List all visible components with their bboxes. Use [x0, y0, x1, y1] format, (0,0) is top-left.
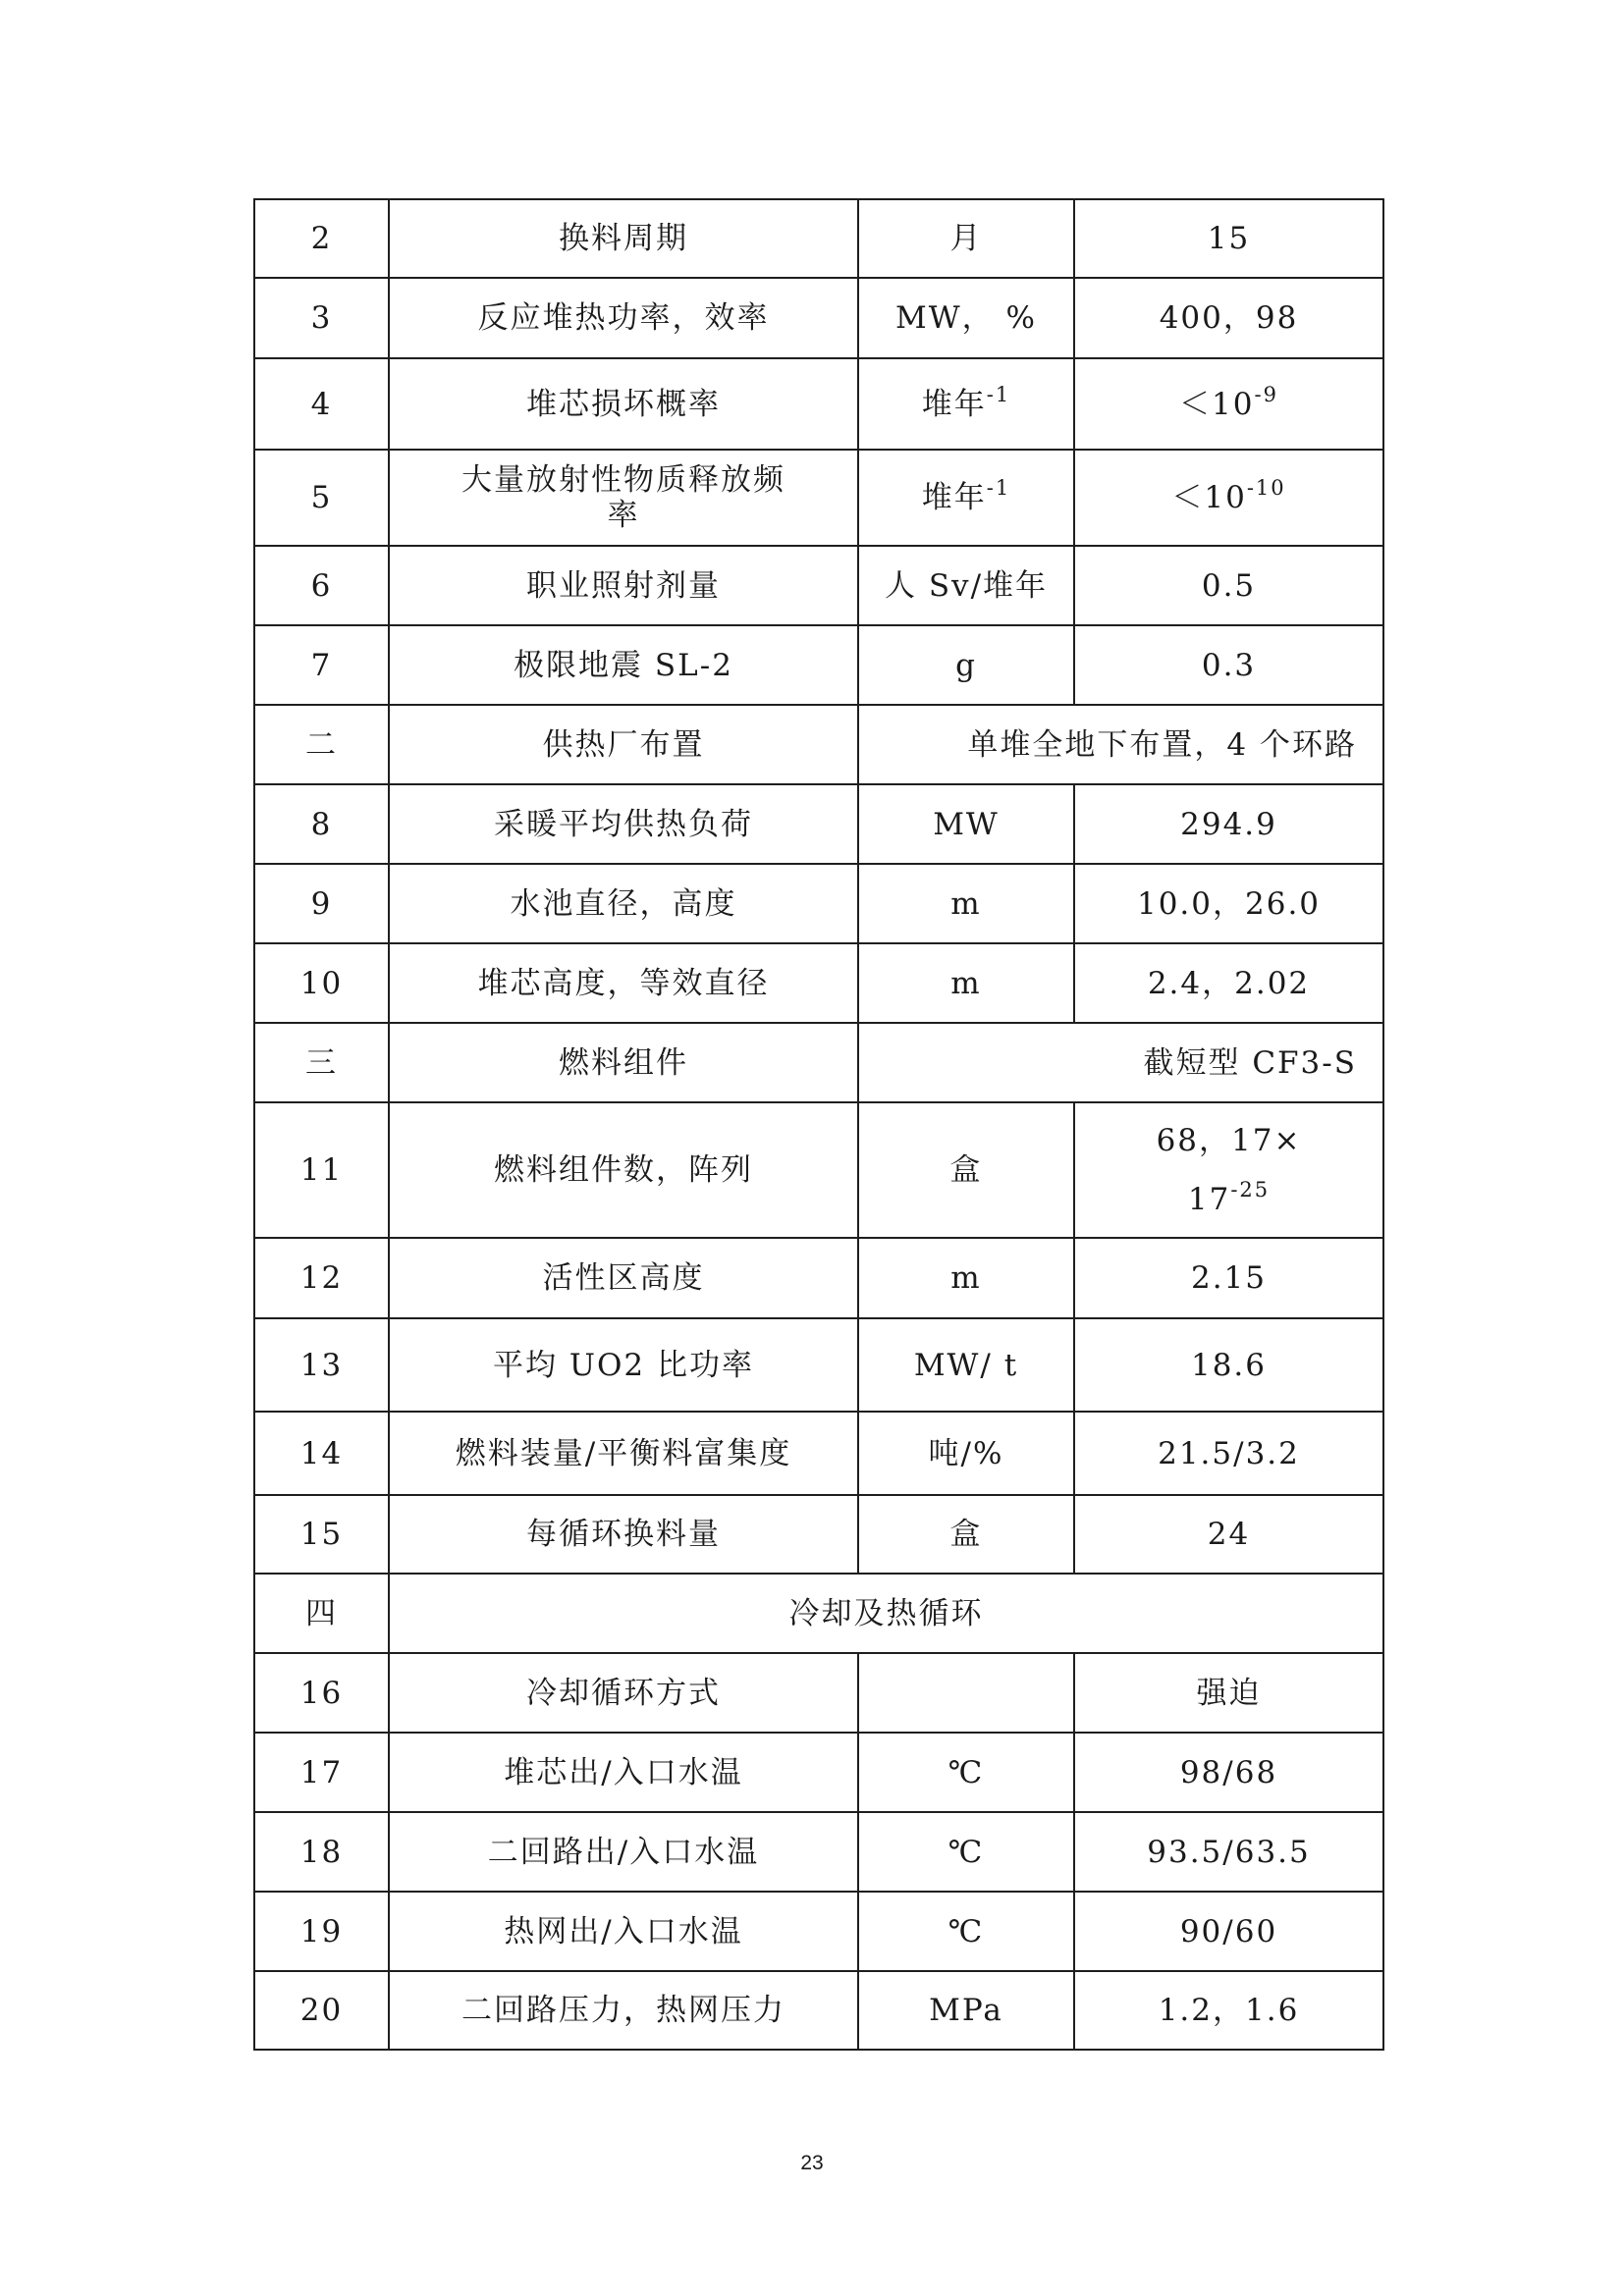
section-number: 三 [254, 1023, 389, 1102]
parameter-value: 2.15 [1074, 1238, 1383, 1318]
parameter-value: 0.5 [1074, 546, 1383, 625]
parameter-unit: 盒 [858, 1102, 1074, 1238]
value-base: 17 [1187, 1182, 1231, 1217]
row-number: 9 [254, 864, 389, 943]
row-number: 13 [254, 1318, 389, 1412]
table-row [254, 450, 1383, 546]
table-row [254, 864, 1383, 943]
parameter-value: 强迫 [1074, 1653, 1383, 1733]
parameter-name: 极限地震 SL-2 [389, 625, 858, 705]
row-number: 14 [254, 1412, 389, 1495]
row-number: 3 [254, 278, 389, 358]
parameter-value: 2.4，2.02 [1074, 943, 1383, 1023]
row-number: 18 [254, 1812, 389, 1892]
parameter-unit [858, 1653, 1074, 1733]
parameter-name: 堆芯出/入口水温 [389, 1733, 858, 1812]
parameter-unit: MPa [858, 1971, 1074, 2050]
parameter-value: 15 [1074, 199, 1383, 278]
parameter-unit: 盒 [858, 1495, 1074, 1574]
table-row [254, 1238, 1383, 1318]
page-number: 23 [800, 2152, 824, 2174]
parameter-value: 10.0，26.0 [1074, 864, 1383, 943]
section-number: 二 [254, 705, 389, 784]
table-row [254, 1318, 1383, 1412]
parameter-unit: 吨/% [858, 1412, 1074, 1495]
parameter-value: 400，98 [1074, 278, 1383, 358]
parameter-unit: MW [858, 784, 1074, 864]
table-row [254, 1412, 1383, 1495]
section-number: 四 [254, 1574, 389, 1653]
reactor-parameter-table [253, 198, 1384, 2051]
parameter-unit: MW， % [858, 278, 1074, 358]
value-base: ＜10 [1179, 386, 1255, 422]
table-row [254, 1102, 1383, 1238]
table-row [254, 1892, 1383, 1971]
value-line: 68，17× [1156, 1123, 1302, 1158]
parameter-name: 二回路压力，热网压力 [389, 1971, 858, 2050]
table-row [254, 1733, 1383, 1812]
table-row [254, 1653, 1383, 1733]
parameter-name: 燃料组件数，阵列 [389, 1102, 858, 1238]
table-row [254, 199, 1383, 278]
row-number: 8 [254, 784, 389, 864]
section-title: 冷却及热循环 [389, 1574, 1383, 1653]
parameter-name: 堆芯高度，等效直径 [389, 943, 858, 1023]
value-base: ＜10 [1171, 480, 1247, 515]
parameter-value: 0.3 [1074, 625, 1383, 705]
parameter-name: 职业照射剂量 [389, 546, 858, 625]
section-name: 燃料组件 [389, 1023, 858, 1102]
parameter-name-line: 率 [607, 498, 640, 533]
table-section-row [254, 1023, 1383, 1102]
parameter-value [1074, 450, 1383, 546]
row-number: 15 [254, 1495, 389, 1574]
value-exponent: -9 [1254, 382, 1278, 406]
row-number: 11 [254, 1102, 389, 1238]
row-number: 17 [254, 1733, 389, 1812]
parameter-value [1074, 358, 1383, 450]
row-number: 7 [254, 625, 389, 705]
parameter-name: 采暖平均供热负荷 [389, 784, 858, 864]
value-exponent: -25 [1230, 1178, 1271, 1201]
table-row [254, 784, 1383, 864]
parameter-value: 24 [1074, 1495, 1383, 1574]
parameter-value: 98/68 [1074, 1733, 1383, 1812]
parameter-name: 热网出/入口水温 [389, 1892, 858, 1971]
parameter-value: 18.6 [1074, 1318, 1383, 1412]
table-section-row [254, 1574, 1383, 1653]
table-row [254, 1971, 1383, 2050]
parameter-name: 冷却循环方式 [389, 1653, 858, 1733]
parameter-unit: 人 Sv/堆年 [858, 546, 1074, 625]
table-row [254, 546, 1383, 625]
value-exponent: -10 [1246, 476, 1286, 500]
parameter-value: 93.5/63.5 [1074, 1812, 1383, 1892]
parameter-unit: ℃ [858, 1733, 1074, 1812]
row-number: 5 [254, 450, 389, 546]
unit-base: 堆年 [921, 386, 987, 422]
table-row [254, 1495, 1383, 1574]
parameter-name: 二回路出/入口水温 [389, 1812, 858, 1892]
parameter-name: 平均 UO2 比功率 [389, 1318, 858, 1412]
parameter-unit: ℃ [858, 1892, 1074, 1971]
parameter-unit [858, 450, 1074, 546]
section-description: 截短型 CF3-S [858, 1023, 1383, 1102]
parameter-name-line: 大量放射性物质释放频 [461, 462, 785, 498]
parameter-unit: m [858, 1238, 1074, 1318]
parameter-unit: ℃ [858, 1812, 1074, 1892]
parameter-name: 水池直径，高度 [389, 864, 858, 943]
parameter-value: 294.9 [1074, 784, 1383, 864]
parameter-unit [858, 358, 1074, 450]
table-row [254, 1812, 1383, 1892]
parameter-unit: m [858, 943, 1074, 1023]
parameter-name: 堆芯损坏概率 [389, 358, 858, 450]
parameter-value: 21.5/3.2 [1074, 1412, 1383, 1495]
table-section-row [254, 705, 1383, 784]
row-number: 10 [254, 943, 389, 1023]
unit-exponent: -1 [986, 476, 1011, 500]
parameter-unit: 月 [858, 199, 1074, 278]
row-number: 4 [254, 358, 389, 450]
value-line [1081, 1170, 1377, 1229]
parameter-value [1074, 1102, 1383, 1238]
row-number: 12 [254, 1238, 389, 1318]
row-number: 6 [254, 546, 389, 625]
parameter-name: 活性区高度 [389, 1238, 858, 1318]
table-row [254, 278, 1383, 358]
parameter-unit: g [858, 625, 1074, 705]
row-number: 16 [254, 1653, 389, 1733]
section-name: 供热厂布置 [389, 705, 858, 784]
parameter-name: 换料周期 [389, 199, 858, 278]
parameter-name: 每循环换料量 [389, 1495, 858, 1574]
row-number: 19 [254, 1892, 389, 1971]
unit-base: 堆年 [921, 480, 987, 515]
parameter-name: 反应堆热功率，效率 [389, 278, 858, 358]
row-number: 2 [254, 199, 389, 278]
unit-exponent: -1 [986, 382, 1011, 406]
parameter-value: 90/60 [1074, 1892, 1383, 1971]
table-row [254, 358, 1383, 450]
parameter-unit: m [858, 864, 1074, 943]
parameter-unit: MW/ t [858, 1318, 1074, 1412]
table-row [254, 943, 1383, 1023]
parameter-name [389, 450, 858, 546]
parameter-value: 1.2，1.6 [1074, 1971, 1383, 2050]
table-row [254, 625, 1383, 705]
section-description: 单堆全地下布置，4 个环路 [858, 705, 1383, 784]
parameter-name: 燃料装量/平衡料富集度 [389, 1412, 858, 1495]
row-number: 20 [254, 1971, 389, 2050]
